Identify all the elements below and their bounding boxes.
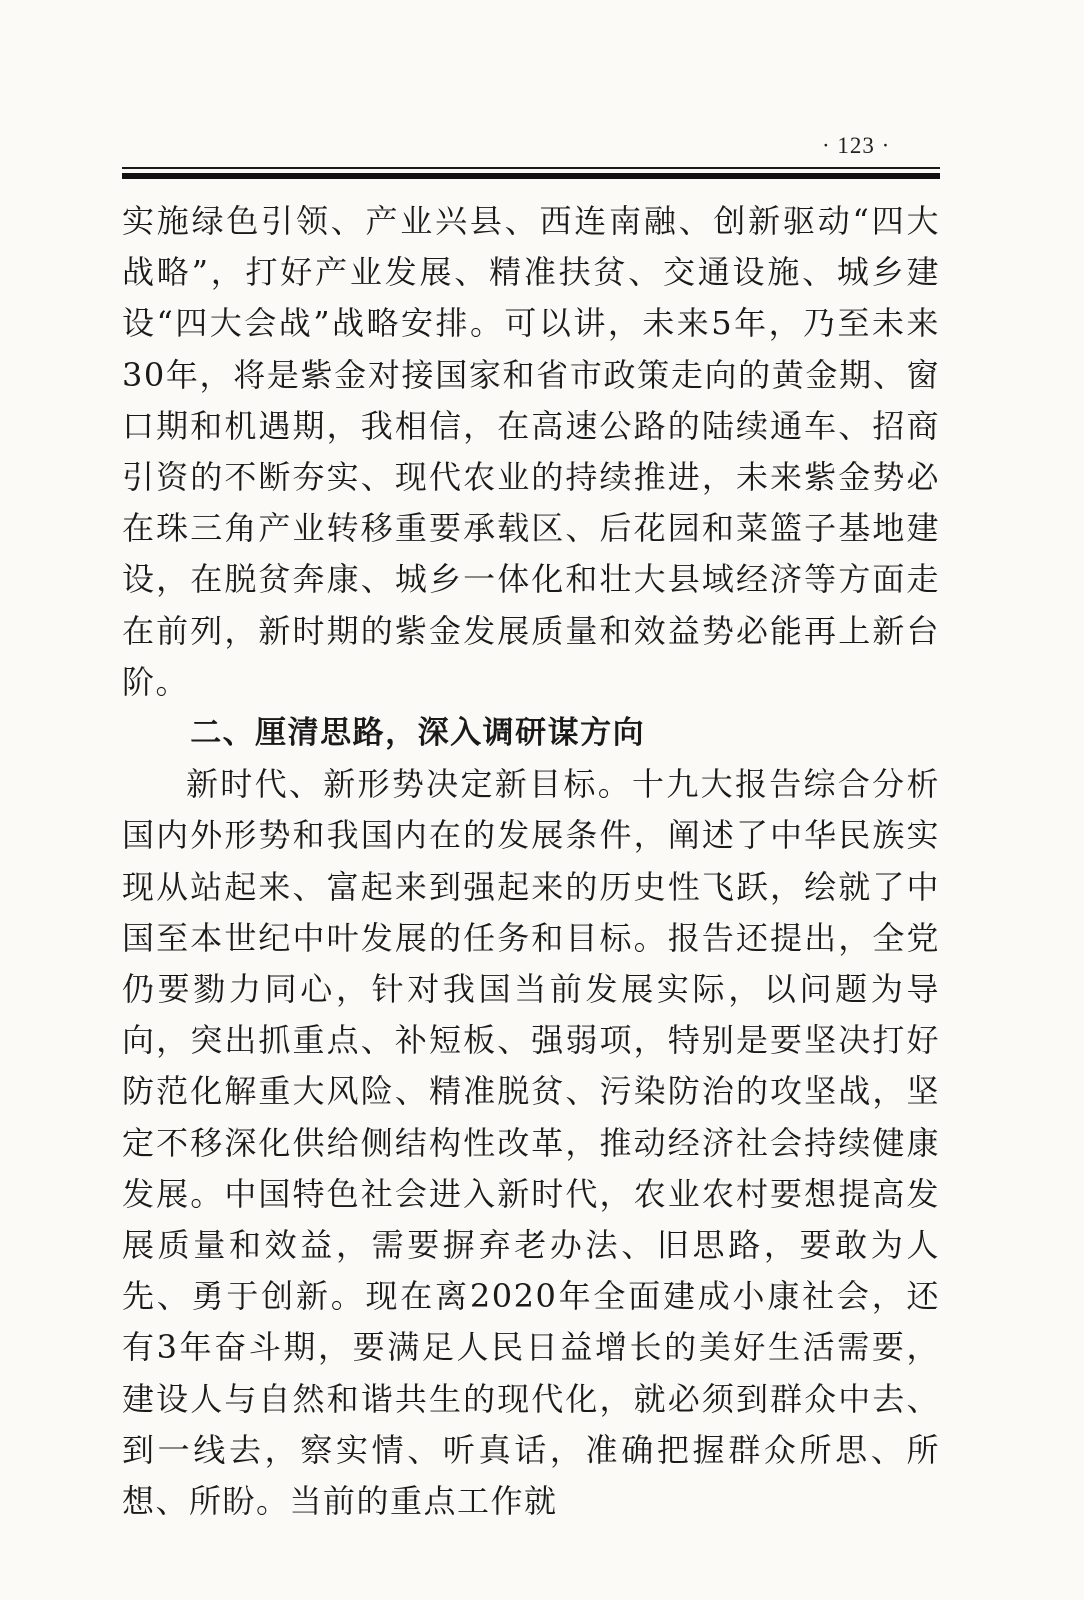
header-rule-thin xyxy=(122,167,940,169)
header-rule-thick xyxy=(122,173,940,179)
page-number: · 123 · xyxy=(822,133,891,158)
paragraph: 新时代、新形势决定新目标。十九大报告综合分析国内外形势和我国内在的发展条件，阐述了中华民族实现从站起来、富起来到强起来的历史性飞跃，绘就了中国至本世纪中叶发展的任务和目标。报告还提出，全党仍要勠力同心，针对我国当前发展实际，以问题为导向，突出抓重点、补短板、强弱项，特别是要坚决打好防范化解重大风险、精准脱贫、污染防治的攻坚战，坚定不移深化供给侧结构性改革，推动经济社会持续健康发展。中国特色社会进入新时代，农业农村要想提高发展质量和效益，需要摒弃老办法、旧思路，要敢为人先、勇于创新。现在离2020年全面建成小康社会，还有3年奋斗期，要满足人民日益增长的美好生活需要，建设人与自然和谐共生的现代化，就必须到群众中去、到一线去，察实情、听真话，准确把握群众所思、所想、所盼。当前的重点工作就 xyxy=(122,765,940,1521)
section-heading: 二、厘清思路，深入调研谋方向 xyxy=(190,715,646,752)
paragraph-continued: 实施绿色引领、产业兴县、西连南融、创新驱动“四大战略”，打好产业发展、精准扶贫、交通设施、城乡建设“四大会战”战略安排。可以讲，未来5年，乃至未来30年，将是紫金对接国家和省市政策走向的黄金期、窗口期和机遇期，我相信，在高速公路的陆续通车、招商引资的不断夯实、现代农业的持续推进，未来紫金势必在珠三角产业转移重要承载区、后花园和菜篮子基地建设，在脱贫奔康、城乡一体化和壮大县域经济等方面走在前列，新时期的紫金发展质量和效益势必能再上新台阶。 xyxy=(122,202,940,701)
body-text xyxy=(122,196,940,1527)
